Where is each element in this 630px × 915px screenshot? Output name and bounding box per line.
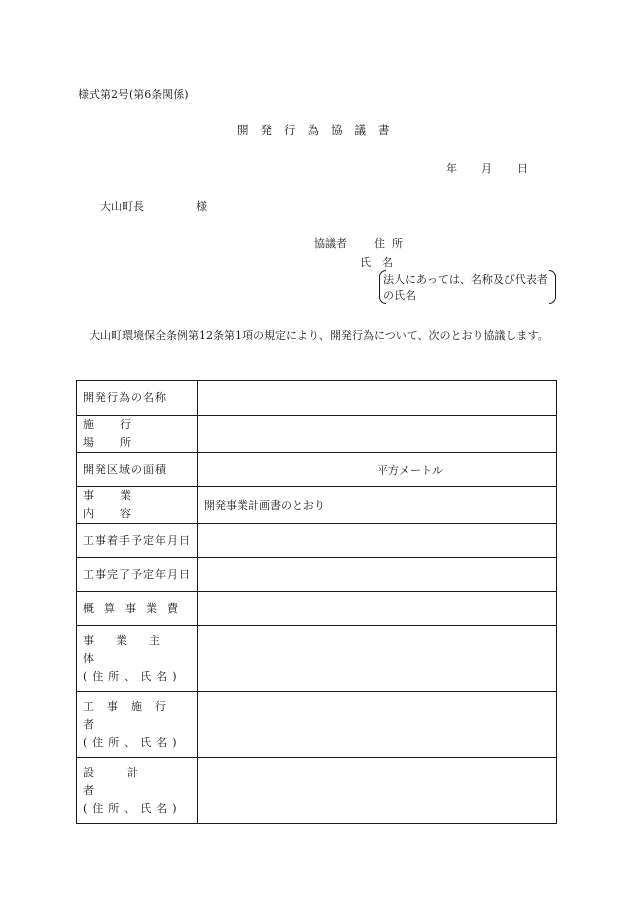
table-row [77, 692, 557, 758]
row-label [77, 453, 198, 487]
table-row [77, 592, 557, 626]
row-sublabel: (住所、氏名) [83, 735, 182, 749]
table-row [77, 524, 557, 558]
row-label-text: 開発区域の面積 [83, 462, 167, 476]
form-number: 様式第2号(第6条関係) [78, 88, 189, 101]
table-row [77, 626, 557, 692]
body-paragraph: 大山町環境保全条例第12条第1項の規定により、開発行為について、次のとおり協議します。 [89, 329, 549, 342]
table-row [77, 381, 557, 416]
row-label-text: 施行場所 [83, 418, 157, 449]
addressee-honorific: 様 [196, 200, 207, 213]
row-label-text: 事業内容 [83, 489, 157, 520]
row-value-field[interactable] [198, 453, 557, 487]
row-label-text: 工事施行者 [83, 699, 179, 731]
row-value-field[interactable] [198, 381, 557, 416]
row-label-text: 設計者 [83, 765, 171, 797]
row-sublabel: (住所、氏名) [83, 801, 182, 815]
name-label: 氏名 [360, 256, 404, 269]
area-unit: 平方メートル [377, 463, 443, 477]
application-table [76, 380, 557, 824]
row-value-field[interactable] [198, 558, 557, 592]
corporate-note: 法人にあっては、名称及び代表者の氏名 [383, 273, 548, 302]
right-bracket [549, 270, 556, 304]
row-label [77, 487, 198, 524]
row-label [77, 758, 198, 824]
table-row [77, 416, 557, 453]
table-row [77, 558, 557, 592]
row-value-field[interactable] [198, 524, 557, 558]
row-value-field[interactable] [198, 626, 557, 692]
row-label-text: 工事着手予定年月日 [83, 533, 191, 547]
document-title: 開発行為協議書 [237, 123, 402, 137]
row-label-text: 事業主体 [83, 633, 182, 665]
row-value-field[interactable] [198, 758, 557, 824]
row-value-field[interactable] [198, 692, 557, 758]
address-label: 住所 [374, 237, 410, 250]
row-label [77, 558, 198, 592]
date-day-label: 日 [517, 162, 528, 175]
date-month-label: 月 [481, 162, 492, 175]
row-value-field[interactable]: 開発事業計画書のとおり [198, 487, 557, 524]
row-value-field[interactable] [198, 592, 557, 626]
table-row [77, 487, 557, 524]
date-year-label: 年 [446, 162, 457, 175]
table-row [77, 453, 557, 487]
row-value-field[interactable] [198, 416, 557, 453]
row-label-text: 概算事業費 [83, 601, 188, 615]
row-sublabel: (住所、氏名) [83, 669, 182, 683]
applicant-role: 協議者 [314, 237, 347, 250]
row-label [77, 524, 198, 558]
table-row [77, 758, 557, 824]
row-label-text: 工事完了予定年月日 [83, 567, 191, 581]
row-label [77, 592, 198, 626]
row-label [77, 381, 198, 416]
addressee-name: 大山町長 [100, 200, 144, 213]
row-label [77, 416, 198, 453]
row-label [77, 626, 198, 692]
row-label [77, 692, 198, 758]
row-label-text: 開発行為の名称 [83, 391, 167, 404]
